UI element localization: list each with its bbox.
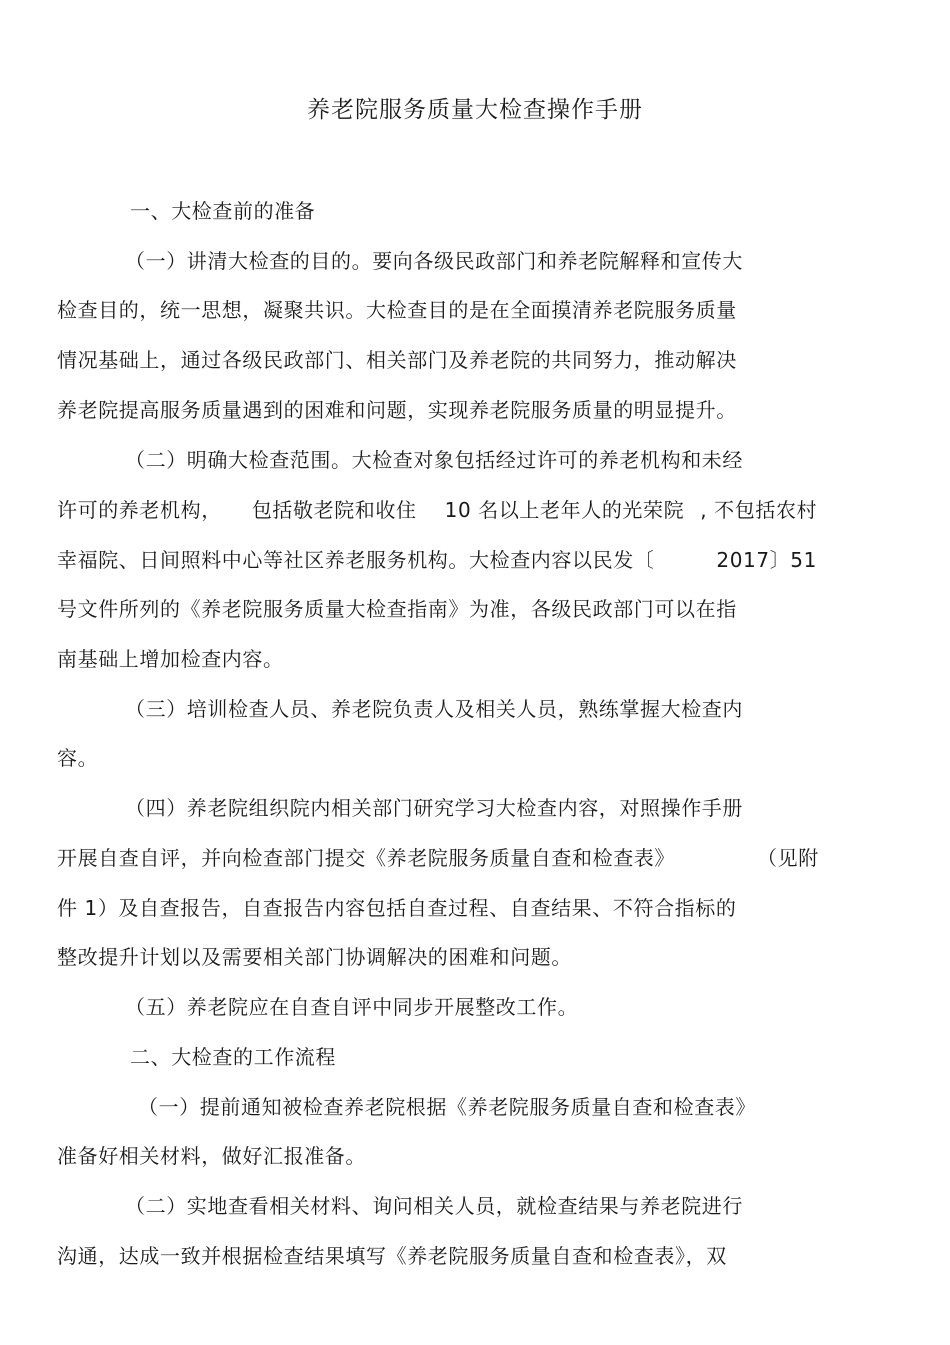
- section-heading-workflow: 二、大检查的工作流程: [130, 1045, 336, 1069]
- paragraph-line: （五）养老院应在自查自评中同步开展整改工作。: [125, 995, 579, 1019]
- paragraph-line: 沟通，达成一致并根据检查结果填写《养老院服务质量自查和检查表》，双: [57, 1244, 727, 1268]
- paragraph-line: （一）讲清大检查的目的。要向各级民政部门和养老院解释和宣传大: [125, 249, 743, 273]
- paragraph-line: 养老院提高服务质量遇到的困难和问题，实现养老院服务质量的明显提升。: [57, 398, 737, 422]
- paragraph-line: （三）培训检查人员、养老院负责人及相关人员，熟练掌握大检查内: [125, 697, 743, 721]
- text-segment: 开展自查自评，并向检查部门提交《养老院服务质量自查和检查表》: [57, 846, 675, 870]
- text-segment: , 不包括农村: [700, 498, 818, 522]
- paragraph-line: 情况基础上，通过各级民政部门、相关部门及养老院的共同努力，推动解决: [57, 348, 737, 372]
- paragraph-line: [57, 540, 817, 580]
- paragraph-line: 件 1）及自查报告，自查报告内容包括自查过程、自查结果、不符合指标的: [57, 896, 737, 920]
- text-segment: 许可的养老机构，: [57, 498, 222, 522]
- paragraph-line: 南基础上增加检查内容。: [57, 647, 284, 671]
- text-segment: 2017〕51: [716, 548, 817, 572]
- paragraph-line: 整改提升计划以及需要相关部门协调解决的困难和问题。: [57, 945, 572, 969]
- paragraph-line: 容。: [57, 746, 99, 770]
- paragraph-line: 号文件所列的《养老院服务质量大检查指南》为准，各级民政部门可以在指: [57, 597, 737, 621]
- paragraph-line: 准备好相关材料，做好汇报准备。: [57, 1144, 366, 1168]
- paragraph-line: （二）实地查看相关材料、询问相关人员，就检查结果与养老院进行: [125, 1194, 743, 1218]
- text-segment: 幸福院、日间照料中心等社区养老服务机构。大检查内容以民发〔: [57, 548, 655, 572]
- document-title: 养老院服务质量大检查操作手册: [307, 97, 643, 123]
- text-segment: （见附: [757, 846, 819, 870]
- paragraph-line: （二）明确大检查范围。大检查对象包括经过许可的养老机构和未经: [125, 448, 743, 472]
- paragraph-line: [57, 490, 817, 530]
- paragraph-line: （四）养老院组织院内相关部门研究学习大检查内容，对照操作手册: [125, 796, 743, 820]
- section-heading-preparation: 一、大检查前的准备: [130, 199, 316, 223]
- paragraph-line: （一）提前通知被检查养老院根据《养老院服务质量自查和检查表》: [138, 1095, 756, 1119]
- paragraph-line: 检查目的，统一思想，凝聚共识。大检查目的是在全面摸清养老院服务质量: [57, 298, 737, 322]
- paragraph-line: [57, 838, 819, 878]
- text-segment: 包括敬老院和收住: [251, 498, 417, 522]
- text-segment: 10 名以上老年人的光荣院: [444, 498, 685, 522]
